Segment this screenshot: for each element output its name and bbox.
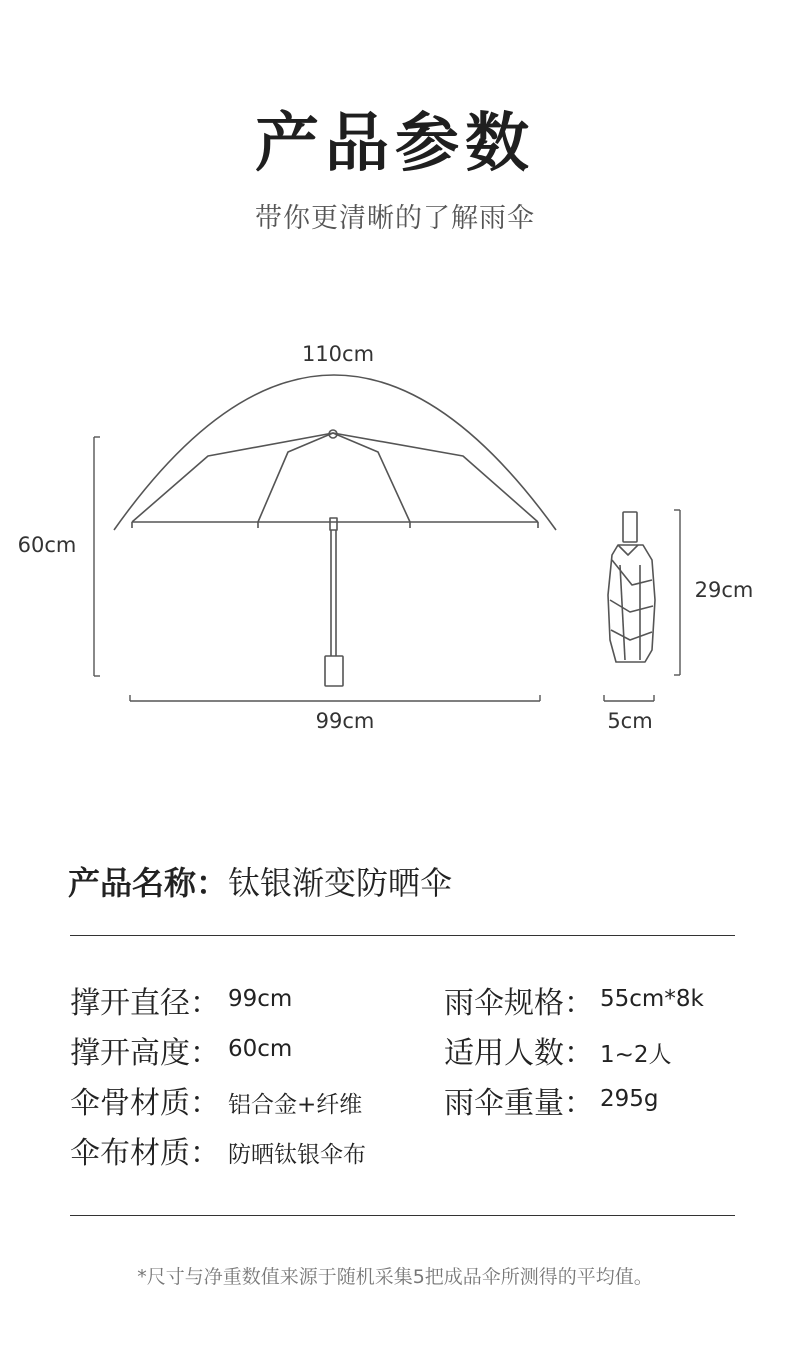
open-width-bracket xyxy=(130,695,540,701)
spec-label: 雨伞规格： xyxy=(444,986,594,1021)
page-title: 产品参数 xyxy=(255,107,535,181)
arc-dimension-line xyxy=(114,375,556,530)
open-width-label: 99cm xyxy=(315,709,375,733)
spec-value: 295g xyxy=(600,1086,659,1112)
spec-value: 防晒钛银伞布 xyxy=(228,1142,366,1168)
divider-bottom xyxy=(70,1215,735,1216)
spec-value: 1~2人 xyxy=(600,1042,672,1068)
spec-value: 铝合金+纤维 xyxy=(228,1092,363,1118)
umbrella-dimension-diagram xyxy=(0,320,790,750)
spec-value: 99cm xyxy=(228,986,293,1012)
spec-fabric-material xyxy=(70,1128,366,1172)
spec-label: 伞骨材质： xyxy=(70,1086,220,1121)
spec-umbrella-size xyxy=(444,978,704,1022)
folded-width-bracket xyxy=(604,695,654,701)
folded-height-bracket xyxy=(674,510,680,675)
spec-open-diameter xyxy=(70,978,293,1022)
open-height-label: 60cm xyxy=(17,533,77,557)
spec-value: 55cm*8k xyxy=(600,986,704,1012)
spec-label: 适用人数： xyxy=(444,1036,594,1071)
spec-label: 雨伞重量： xyxy=(444,1086,594,1121)
footnote: *尺寸与净重数值来源于随机采集5把成品伞所测得的平均值。 xyxy=(137,1266,653,1288)
spec-frame-material xyxy=(70,1078,363,1122)
arc-length-label: 110cm xyxy=(301,342,375,366)
spec-weight xyxy=(444,1078,659,1122)
spec-label: 伞布材质： xyxy=(70,1136,220,1171)
page-subtitle: 带你更清晰的了解雨伞 xyxy=(255,203,535,234)
spec-label: 撑开直径： xyxy=(70,986,220,1021)
folded-height-label: 29cm xyxy=(694,578,754,602)
product-name-value: 钛银渐变防晒伞 xyxy=(228,864,453,902)
folded-width-label: 5cm xyxy=(607,709,653,733)
folded-umbrella-icon xyxy=(608,512,655,662)
spec-label: 撑开高度： xyxy=(70,1036,220,1071)
open-umbrella-icon xyxy=(132,430,538,686)
divider-top xyxy=(70,935,735,936)
spec-value: 60cm xyxy=(228,1036,293,1062)
spec-capacity xyxy=(444,1028,672,1072)
open-height-bracket xyxy=(94,437,100,676)
product-name-label: 产品名称： xyxy=(68,864,229,902)
product-name-row xyxy=(68,858,452,904)
spec-open-height xyxy=(70,1028,293,1072)
